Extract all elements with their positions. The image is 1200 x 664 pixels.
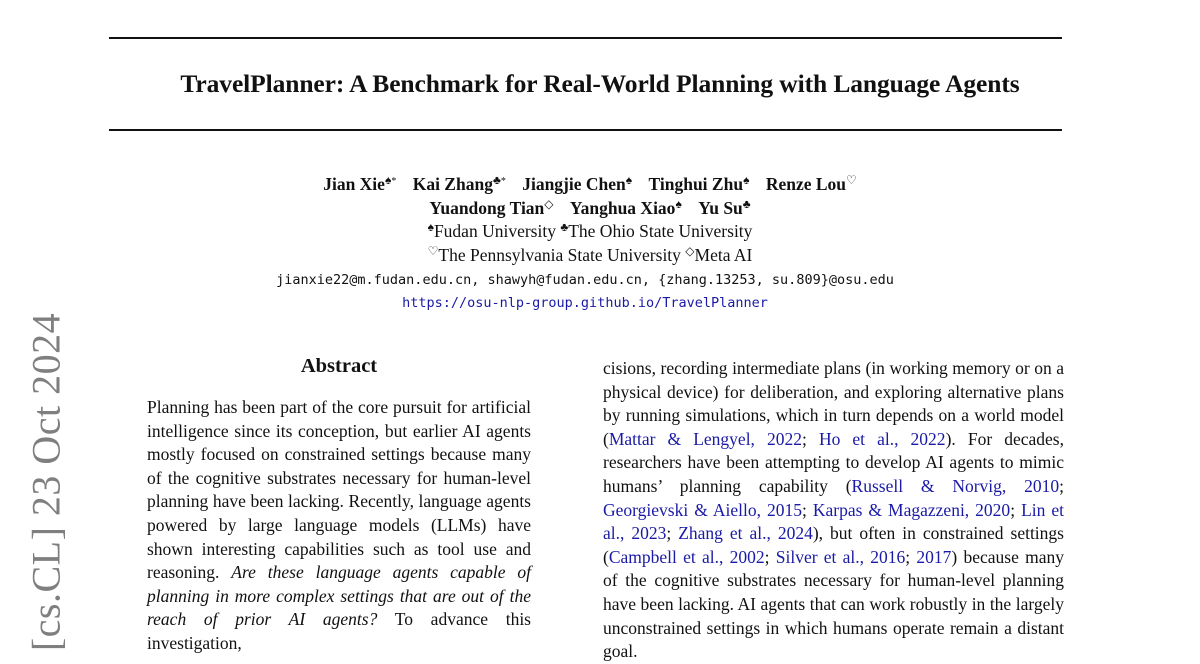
project-url-link[interactable]: https://osu-nlp-group.github.io/TravelPlanner [402, 295, 768, 311]
author: Jiangjie Chen♠ [522, 173, 633, 194]
citation-link[interactable]: Campbell et al., 2002 [608, 546, 765, 567]
citation-link[interactable]: Russell & Norvig, 2010 [851, 475, 1060, 496]
affiliations-line-2: ♡The Pennsylvania State University ◇Meta AI [427, 244, 753, 265]
authors-line-2 [0, 197, 1180, 219]
citation-link[interactable]: Georgievski & Aiello, 2015 [603, 499, 802, 520]
arxiv-stamp-text: [cs.CL] 23 Oct 2024 [23, 312, 69, 652]
authors-line-1 [0, 173, 1180, 195]
author: Kai Zhang♣* [412, 173, 506, 194]
abstract-body: Planning has been part of the core pursuit for artificial intelligence since its conception, but earlier AI agents mostly focused on constrained settings because many of the cognitive substrates necessary for human-level planning have been lacking. Recently, language agents powered by large language models (LLMs) have shown interesting capabilities such as tool use and reasoning. Are these language agents capable of planning in more complex settings that are out of the reach of prior AI agents? To advance this investigation, [147, 397, 531, 653]
author: Renze Lou♡ [765, 173, 857, 194]
author: Tinghui Zhu♠ [648, 173, 750, 194]
intro-body: cisions, recording intermediate plans (in working memory or on a physical device) for deliberation, and exploring alternative plans by running simulations, which in turn depends on a world model (Mattar & Lengyel, 2022; Ho et al., 2022). For decades, researchers have been attempting to develop AI agents to mimic humans’ planning capability (Russell & Norvig, 2010; Georgievski & Aiello, 2015; Karpas & Magazzeni, 2020; Lin et al., 2023; Zhang et al., 2024), but often in constrained settings (Campbell et al., 2002; Silver et al., 2016; 2017) because many of the cognitive substrates necessary for human-level planning have been lacking. AI agents that can work robustly in the largely unconstrained settings in which humans operate remain a distant goal. [603, 358, 1064, 662]
author: Jian Xie♠* [323, 173, 397, 194]
citation-link[interactable]: Ho et al., 2022 [818, 428, 946, 449]
author: Yanghua Xiao♠ [569, 197, 682, 218]
title-rule-bottom [109, 129, 1062, 131]
author: Yu Su♣ [698, 197, 751, 218]
title-rule-top [109, 37, 1062, 39]
abstract-heading: Abstract [300, 355, 378, 377]
citation-link[interactable]: Silver et al., 2016 [775, 546, 906, 567]
paper-title: TravelPlanner: A Benchmark for Real-World Planning with Language Agents [180, 69, 1020, 98]
affiliations-line-1: ♠Fudan University ♣The Ohio State University [427, 220, 753, 241]
author-emails: jianxie22@m.fudan.edu.cn, shawyh@fudan.edu.cn, {zhang.13253, su.809}@osu.edu [276, 272, 894, 288]
citation-link[interactable]: Zhang et al., 2024 [678, 523, 813, 544]
citation-link[interactable]: 2017 [916, 546, 952, 567]
citation-link[interactable]: Karpas & Magazzeni, 2020 [812, 499, 1011, 520]
citation-link[interactable]: Lin et al., 2023 [603, 499, 1064, 544]
author: Yuandong Tian◇ [429, 197, 554, 218]
citation-link[interactable]: Mattar & Lengyel, 2022 [608, 428, 803, 449]
